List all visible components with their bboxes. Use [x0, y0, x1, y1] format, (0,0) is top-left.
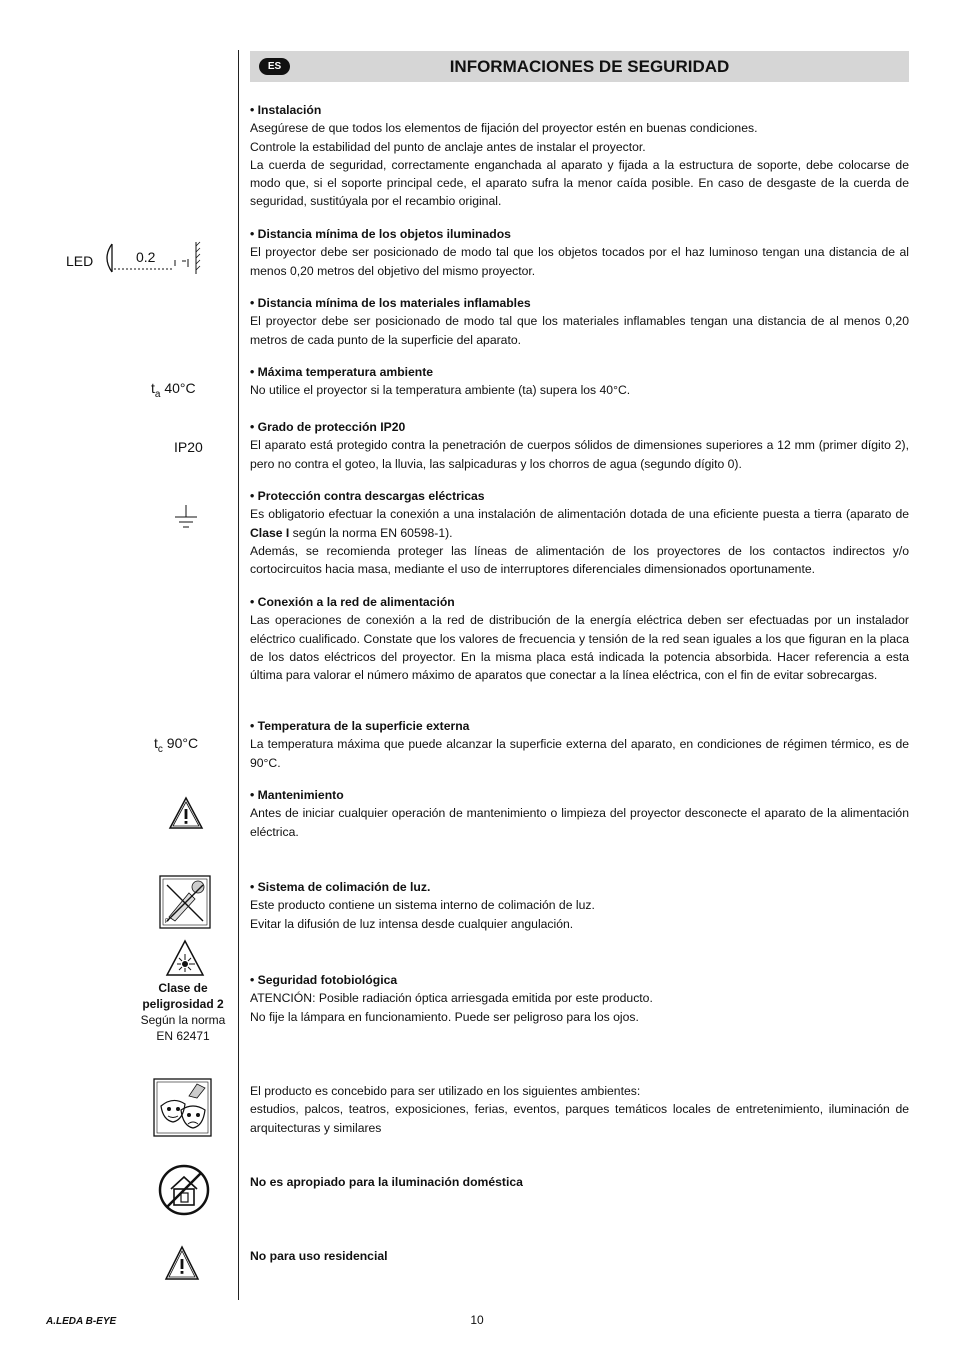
- led-label: LED: [66, 253, 94, 269]
- hazard-class-label: Clase de peligrosidad 2 Según la norma EN 62471: [140, 981, 226, 1043]
- section-distancia-materiales: [250, 294, 909, 349]
- section-header: [250, 51, 909, 82]
- section-text: ATENCIÓN: Posible radiación óptica arriesgada emitida por este producto.: [250, 991, 653, 1006]
- section-text: La cuerda de seguridad, correctamente enganchada al aparato y fijada a la estructura de soporte, debe colocarse de modo que, si el soporte principal cede, el aparato sufra la menor caída posible. En caso de desgaste de la cuerda de seguridad, sustitúyala por el recambio original.: [250, 157, 909, 209]
- surface-temperature-label: $t_c$ 90°C: [154, 735, 199, 755]
- led-distance-value: 0.2: [136, 249, 156, 265]
- section-text: El aparato está protegido contra la penetración de cuerpos sólidos de dimensiones superiores a 12 mm (primer dígito 2), pero no contra el goteo, la lluvia, las salpicaduras y los chorros de agua (segundo dígito 0).: [250, 438, 909, 471]
- section-descargas-electricas: [250, 487, 909, 578]
- section-residencial: [250, 1247, 909, 1265]
- section-temperatura-ambiente: [250, 363, 909, 400]
- language-badge: ES: [259, 58, 290, 75]
- ip-rating-label: IP20: [174, 439, 203, 455]
- light-collimation-icon: [159, 875, 211, 929]
- section-domestica: [250, 1173, 909, 1191]
- warning-icon: [164, 1245, 200, 1281]
- page-title: INFORMACIONES DE SEGURIDAD: [449, 57, 730, 76]
- section-title: • Sistema de colimación de luz.: [250, 880, 431, 894]
- section-title: • Conexión a la red de alimentación: [250, 595, 455, 609]
- section-text: Es obligatorio efectuar la conexión a una instalación de alimentación dotada de una eficiente puesta a tierra (aparato de Clase I según la norma EN 60598-1).: [250, 507, 909, 540]
- section-instalacion: [250, 101, 909, 211]
- section-title: • Grado de protección IP20: [250, 420, 406, 434]
- no-domestic-use-icon: [157, 1163, 211, 1217]
- section-text: El proyector debe ser posicionado de modo tal que los materiales inflamables tengan una distancia de al menos 0,20 metros de cada punto de la superficie del aparato.: [250, 314, 909, 347]
- section-conexion-red: [250, 593, 909, 684]
- section-text: Antes de iniciar cualquier operación de mantenimiento o limpieza del proyector desconecte el aparato de la alimentación eléctrica.: [250, 806, 909, 839]
- page-number: 10: [470, 1313, 484, 1327]
- section-title: • Distancia mínima de los materiales inflamables: [250, 296, 531, 310]
- section-fotobiologica: [250, 971, 909, 1026]
- section-text: No utilice el proyector si la temperatura ambiente (ta) supera los 40°C.: [250, 383, 631, 398]
- section-temperatura-superficie: [250, 717, 909, 772]
- section-grado-proteccion: [250, 418, 909, 473]
- section-text: Además, se recomienda proteger las líneas de alimentación de los proyectores de los contactos indirectos y/o cortocircuitos hacia masa, mediante el uso de interruptores diferenciales dimensionados oportunamente.: [250, 543, 909, 577]
- entertainment-use-icon: [153, 1078, 213, 1138]
- section-title: • Máxima temperatura ambiente: [250, 365, 434, 379]
- laser-radiation-icon: [165, 939, 205, 977]
- section-text: Las operaciones de conexión a la red de distribución de la energía eléctrica deben ser efectuadas por un instalador eléctrico cualificado. Constate que los valores de frecuencia y tensión de la red sean iguales a los que figuran en la placa de los datos eléctricos del proyector. En la misma placa está indicada la potencia absorbida. Hacer referencia a esta última para valorar el número máximo de aparatos que conectar a la línea eléctrica, con el fin de evitar sobrecargas.: [250, 613, 909, 683]
- section-title: • Temperatura de la superficie externa: [250, 719, 470, 733]
- section-mantenimiento: [250, 786, 909, 841]
- section-title: • Protección contra descargas eléctricas: [250, 489, 485, 503]
- ground-icon: [174, 503, 198, 531]
- ambient-temperature-label: $t_a$ 40°C: [151, 380, 196, 400]
- section-text: Evitar la difusión de luz intensa desde cualquier angulación.: [250, 916, 574, 931]
- section-text: Asegúrese de que todos los elementos de fijación del proyector estén en buenas condiciones.: [250, 121, 758, 136]
- section-text: estudios, palcos, teatros, exposiciones, ferias, eventos, parques temáticos locales de entretenimiento, iluminación de arquitecturas y similares: [250, 1102, 909, 1135]
- section-title: • Distancia mínima de los objetos iluminados: [250, 227, 511, 241]
- section-text: No fije la lámpara en funcionamiento. Puede ser peligroso para los ojos.: [250, 1009, 639, 1024]
- section-title: • Mantenimiento: [250, 788, 344, 802]
- section-title: • Instalación: [250, 103, 322, 117]
- section-text: El producto es concebido para ser utilizado en los siguientes ambientes:: [250, 1084, 641, 1098]
- section-ambientes: [250, 1082, 909, 1137]
- section-distancia-objetos: [250, 225, 909, 280]
- footer-brand: A.LEDA B-EYE: [46, 1316, 117, 1327]
- section-title: No para uso residencial: [250, 1249, 388, 1263]
- section-title: • Seguridad fotobiológica: [250, 973, 398, 987]
- warning-icon: [168, 796, 204, 830]
- section-text: El proyector debe ser posicionado de modo tal que los objetos tocados por el haz luminoso tengan una distancia de al menos 0,20 metros del objetivo del mismo proyector.: [250, 245, 909, 278]
- section-title: No es apropiado para la iluminación doméstica: [250, 1175, 523, 1189]
- section-text: Controle la estabilidad del punto de anclaje antes de instalar el proyector.: [250, 139, 646, 154]
- column-divider: [238, 50, 239, 1300]
- section-text: La temperatura máxima que puede alcanzar la superficie externa del aparato, en condiciones de régimen térmico, es de 90°C.: [250, 737, 909, 770]
- section-colimacion: [250, 878, 909, 933]
- svg-text:P: P: [165, 919, 170, 925]
- section-text: Este producto contiene un sistema interno de colimación de luz.: [250, 898, 595, 913]
